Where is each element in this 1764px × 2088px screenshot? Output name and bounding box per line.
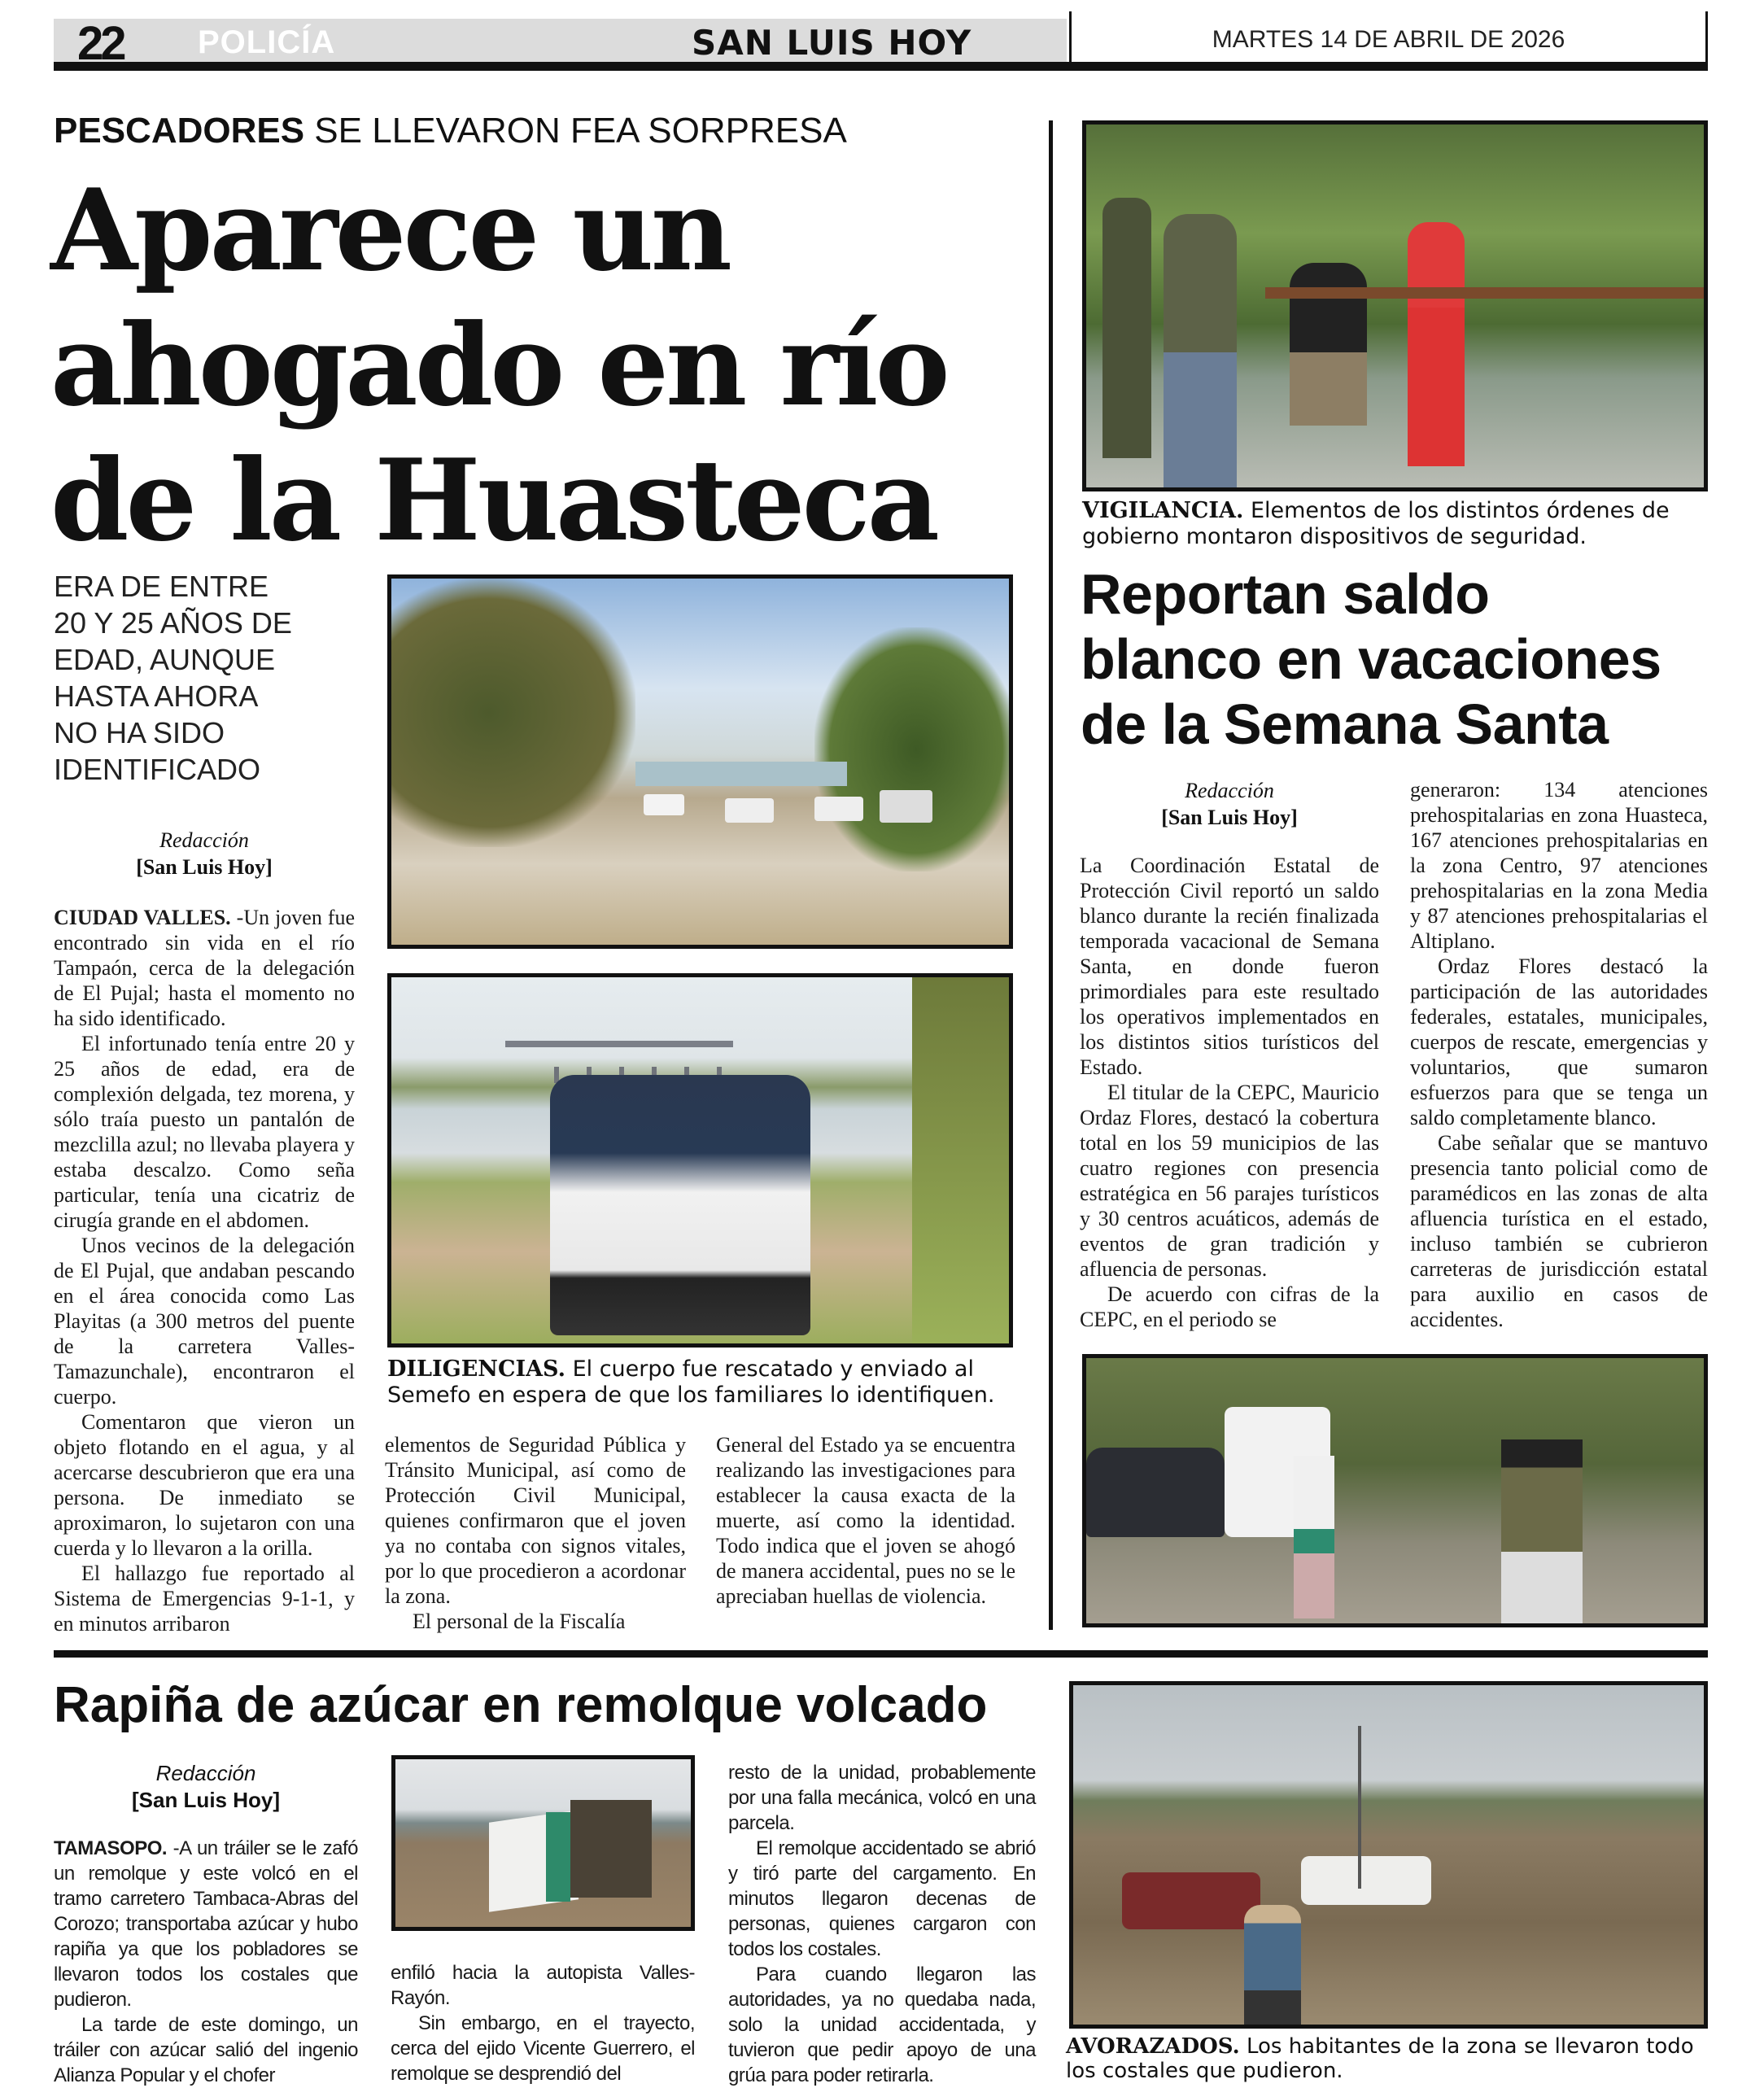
paragraph: General del Estado ya se encuentra realizando las investigaciones para establecer la causa exacta de la muerte, así como la identidad. Todo indica que el joven se ahogó de manera accidental, pues no se le apreciaban huellas de violencia. (716, 1433, 1015, 1608)
caption-text: El cuerpo fue rescatado y enviado al Semefo en espera de que los familiares lo identifiquen. (387, 1356, 995, 1408)
main-headline (50, 163, 1059, 568)
headline-line: blanco en vacaciones (1081, 627, 1661, 691)
paragraph: El titular de la CEPC, Mauricio Ordaz Flores, destacó la cobertura total en los 59 municipios de las cuatro regiones con presencia estratégica en 56 parajes turísticos y 30 centros acuáticos, además de eventos de gran tradición y afluencia de personas. (1080, 1081, 1379, 1281)
photo-tourist-site (1082, 1354, 1708, 1627)
deck-line: EDAD, AUNQUE (54, 643, 276, 676)
deck-line: ERA DE ENTRE (54, 570, 269, 603)
headline-line: Aparece un (50, 164, 730, 296)
bottom-column-3 (728, 1760, 1036, 2088)
side-headline (1081, 561, 1715, 757)
page-number: 22 (77, 17, 124, 70)
paragraph: enfiló hacia la autopista Valles-Rayón. (391, 1962, 695, 2009)
paragraph: elementos de Seguridad Pública y Tránsito Municipal, así como de Protección Civil Municipal, quienes confirmaron que el joven ya no contaba con signos vitales, por lo que procedieron a acordonar la zona. (385, 1433, 686, 1608)
paragraph: -Un joven fue encontrado sin vida en el río Tampaón, cerca de la delegación de El Pujal; hasta el momento no ha sido identificado. (54, 906, 355, 1030)
article-column-2 (385, 1432, 686, 1634)
headline-line: de la Semana Santa (1081, 692, 1609, 756)
paragraph: El infortunado tenía entre 20 y 25 años de edad, era de complexión delgada, tez morena, y sólo traía puesto un pantalón de mezclilla azul; no llevaba playera y estaba descalzo. Como seña particular, tenía una cicatriz de cirugía grande en el abdomen. (54, 1032, 355, 1232)
photo-security-personnel (1082, 120, 1708, 491)
paragraph: Sin embargo, en el trayecto, cerca del ejido Vicente Guerrero, el remolque se desprendió del (391, 2012, 695, 2085)
caption-label: VIGILANCIA. (1082, 498, 1244, 523)
bottom-photo-caption (1066, 2034, 1717, 2083)
caption-text: Los habitantes de la zona se llevaron todo los costales que pudieron. (1066, 2034, 1694, 2083)
headline-line: de la Huasteca (50, 434, 937, 566)
deck-line: NO HA SIDO (54, 716, 225, 749)
paragraph: Ordaz Flores destacó la participación de las autoridades federales, estatales, municipales, cuerpos de rescate, emergencias y voluntarios, que sumaron esfuerzos para que se tenga un saldo completamente blanco. (1410, 954, 1708, 1129)
byline-outlet: [San Luis Hoy] (1161, 806, 1298, 829)
deck (54, 568, 363, 788)
headline-line: ahogado en río (50, 299, 947, 431)
newspaper-name: SAN LUIS HOY (692, 23, 972, 63)
photo-river-vehicles (387, 574, 1013, 949)
paragraph: El personal de la Fiscalía (413, 1610, 626, 1633)
caption-label: DILIGENCIAS. (387, 1356, 565, 1382)
deck-line: IDENTIFICADO (54, 753, 261, 786)
photo-police-truck (387, 973, 1013, 1348)
deck-line: 20 Y 25 AÑOS DE (54, 606, 292, 640)
bottom-headline: Rapiña de azúcar en remolque volcado (54, 1677, 988, 1733)
kicker-bold: PESCADORES (54, 111, 305, 151)
bottom-byline (54, 1760, 358, 1814)
kicker (54, 111, 847, 151)
paragraph: resto de la unidad, probablemente por una falla mecánica, volcó en una parcela. (728, 1762, 1036, 1834)
side-column-2 (1410, 777, 1708, 1332)
paragraph: generaron: 134 atenciones prehospitalarias en zona Huasteca, 167 atenciones prehospitalarias en la zona Centro, 97 atenciones prehospitalarias en la zona Media y 87 atenciones prehospitalarias el Altiplano. (1410, 778, 1708, 953)
issue-date: MARTES 14 DE ABRIL DE 2026 (1212, 26, 1565, 53)
paragraph: De acuerdo con cifras de la CEPC, en el periodo se (1080, 1282, 1379, 1331)
bottom-column-2 (391, 1960, 695, 2086)
article-column-1 (54, 905, 355, 1636)
header-rule (54, 62, 1708, 71)
caption-label: AVORAZADOS. (1066, 2034, 1240, 2059)
photo-caption (387, 1356, 1030, 1409)
paragraph: Para cuando llegaron las autoridades, ya no quedaba nada, solo la unidad accidentada, y tuvieron que pedir apoyo de una grúa para poder retirarla. (728, 1964, 1036, 2086)
paragraph: Cabe señalar que se mantuvo presencia tanto policial como de paramédicos en las zonas de alta afluencia turística en el estado, incluso también se cubrieron carreteras de jurisdicción estatal para auxilio en casos de accidentes. (1410, 1131, 1708, 1331)
side-photo-caption (1082, 498, 1717, 550)
byline (54, 827, 355, 880)
byline-author: Redacción (159, 828, 249, 852)
kicker-rest: SE LLEVARON FEA SORPRESA (304, 111, 847, 151)
bottom-column-1 (54, 1836, 358, 2088)
deck-line: HASTA AHORA (54, 679, 259, 713)
paragraph: El remolque accidentado se abrió y tiró parte del cargamento. En minutos llegaron decenas de personas, quienes cargaron con todos los costales. (728, 1837, 1036, 1960)
byline-author: Redacción (1185, 779, 1274, 802)
side-column-1 (1080, 853, 1379, 1332)
paragraph: La Coordinación Estatal de Protección Civil reportó un saldo blanco durante la recién finalizada temporada vacacional de Semana Santa, en donde fueron primordiales para este resultado los operativos implementados en los distintos sitios turísticos del Estado. (1080, 854, 1379, 1079)
photo-looting-field (1069, 1681, 1708, 2029)
column-divider (1049, 120, 1053, 1630)
paragraph: La tarde de este domingo, un tráiler con azúcar salió del ingenio Alianza Popular y el chofer (54, 2014, 358, 2086)
byline-outlet: [San Luis Hoy] (131, 1788, 280, 1812)
dateline: CIUDAD VALLES. (54, 906, 231, 929)
paragraph: Unos vecinos de la delegación de El Pujal, que andaban pescando en el área conocida como Las Playitas (a 300 metros del puente de la carretera Valles-Tamazunchale), encontraron el cuerpo. (54, 1234, 355, 1409)
byline-outlet: [San Luis Hoy] (136, 855, 273, 879)
article-column-3 (716, 1432, 1015, 1609)
caption-text: Elementos de los distintos órdenes de gobierno montaron dispositivos de seguridad. (1082, 498, 1670, 549)
photo-overturned-trailer (391, 1755, 695, 1931)
paragraph: -A un tráiler se le zafó un remolque y este volcó en el tramo carretero Tambaca-Abras del Corozo; transportaba azúcar y hubo rapiña ya que los pobladores se llevaron todos los costales que pudieron. (54, 1837, 358, 2011)
side-byline (1080, 777, 1379, 831)
paragraph: El hallazgo fue reportado al Sistema de Emergencias 9-1-1, y en minutos arribaron (54, 1562, 355, 1636)
dateline: TAMASOPO. (54, 1837, 168, 1859)
headline-line: Reportan saldo (1081, 562, 1490, 626)
section-divider (54, 1650, 1708, 1658)
paragraph: Comentaron que vieron un objeto flotando en el agua, y al acercarse descubrieron que era una persona. De inmediato se aproximaron, lo sujetaron con una cuerda y lo llevaron a la orilla. (54, 1410, 355, 1560)
section-name: POLICÍA (198, 24, 336, 60)
byline-author: Redacción (155, 1761, 256, 1785)
